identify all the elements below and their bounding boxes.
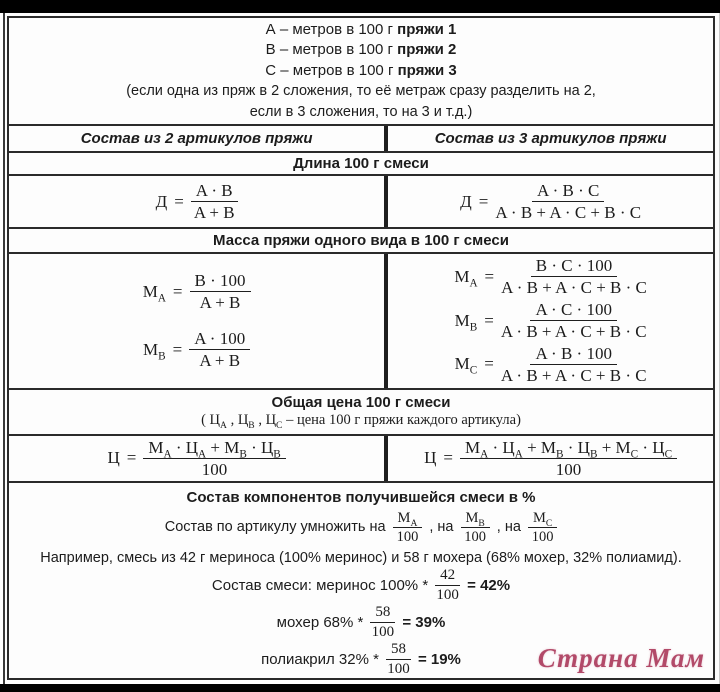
fraction xyxy=(495,181,641,222)
fraction-numerator: A · B · 100 xyxy=(530,344,617,365)
mass-formula-cell-2 xyxy=(9,254,384,388)
fraction-denominator: 100 xyxy=(387,660,410,677)
fraction xyxy=(528,510,557,545)
fraction-numerator: 58 xyxy=(370,604,395,623)
length-formula-cell-2 xyxy=(9,176,384,227)
fraction-numerator: A · 100 xyxy=(189,329,250,350)
formula-lhs: $M_B$ xyxy=(143,339,166,363)
formula-mass-a-3 xyxy=(454,256,647,297)
fraction-denominator: A · B + A · C + B · C xyxy=(500,322,647,342)
section-heading-percent: Состав компонентов получившейся смеси в % xyxy=(186,488,536,506)
calc-line-merino xyxy=(212,567,510,604)
formula-price-3 xyxy=(424,438,677,479)
fraction xyxy=(501,256,647,297)
fraction-denominator: A · B + A · C + B · C xyxy=(500,365,647,385)
calc-result: = 39% xyxy=(402,613,446,631)
fraction-denominator: A + B xyxy=(199,293,241,312)
definition-bold: пряжи 1 xyxy=(397,20,457,38)
calc-result: = 19% xyxy=(417,650,461,668)
calc-result: = 42% xyxy=(467,576,511,594)
column-header-row xyxy=(9,124,713,151)
formula-lhs: Д xyxy=(460,191,472,211)
formula-mass-b-2 xyxy=(143,329,250,370)
col-header-2-yarns: Состав из 2 артикулов пряжи xyxy=(80,129,313,147)
fraction-numerator: A · B xyxy=(191,181,238,202)
section-heading-length: Длина 100 г смеси xyxy=(9,151,713,175)
formula-length-2 xyxy=(156,181,238,222)
fraction-numerator: $M_C$ xyxy=(528,510,557,528)
fraction-numerator: 42 xyxy=(435,567,460,586)
formula-mass-c-3 xyxy=(455,344,647,385)
fraction-numerator: A · C · 100 xyxy=(530,300,617,321)
fraction xyxy=(460,438,677,479)
formula-lhs: $M_A$ xyxy=(454,266,478,290)
formula-length-3 xyxy=(460,181,641,222)
content-area xyxy=(3,13,720,684)
formula-lhs: $M_A$ xyxy=(142,281,166,304)
fraction-numerator: B · C · 100 xyxy=(531,256,618,277)
top-black-bar xyxy=(0,0,720,13)
formula-mass-b-3 xyxy=(455,300,647,341)
multiply-separator: , на xyxy=(429,519,454,536)
multiply-separator: , на xyxy=(496,519,521,536)
definition-line-b xyxy=(9,40,713,61)
fraction-denominator: A + B xyxy=(193,203,235,223)
fraction xyxy=(501,344,647,385)
fraction xyxy=(143,438,285,479)
price-formula-row xyxy=(9,434,713,481)
fraction-numerator: $M_A$ xyxy=(393,510,423,528)
fraction xyxy=(386,641,411,678)
definition-text: С – метров в 100 г xyxy=(265,61,398,79)
fraction xyxy=(461,510,490,545)
definitions-note-line1: (если одна из пряж в 2 сложения, то её метраж сразу разделить на 2, xyxy=(126,83,596,100)
fraction xyxy=(189,329,250,370)
fraction-denominator: 100 xyxy=(436,586,459,603)
percent-section xyxy=(9,481,713,678)
formula-table xyxy=(7,16,715,680)
fraction-denominator: 100 xyxy=(531,528,554,545)
calc-pre-text: мохер 68% * xyxy=(276,613,364,631)
formula-lhs: $M_B$ xyxy=(454,310,478,334)
fraction-denominator: 100 xyxy=(464,528,487,545)
col-header-3-yarns: Состав из 3 артикулов пряжи xyxy=(384,126,713,151)
section-heading-mass: Масса пряжи одного вида в 100 г смеси xyxy=(9,227,713,251)
fraction-numerator: A · B · C xyxy=(532,181,604,202)
fraction-numerator: $M_A \cdot Ц_A + M_B \cdot Ц_B + M_C \cdot Ц_C$ xyxy=(460,438,677,459)
fraction xyxy=(370,604,395,641)
calc-line-polyacryl xyxy=(261,641,461,678)
definitions-section xyxy=(9,18,713,124)
calc-pre-text: полиакрил 32% * xyxy=(261,650,379,668)
price-formula-cell-3 xyxy=(384,436,713,481)
definition-line-c xyxy=(9,61,713,82)
formula-mass-a-2 xyxy=(143,271,251,312)
formula-price-2 xyxy=(107,438,285,479)
equals-sign: = xyxy=(478,191,489,211)
price-heading-text: Общая цена 100 г смеси xyxy=(271,394,451,412)
example-line: Например, смесь из 42 г мериноса (100% меринос) и 58 г мохера (68% мохер, 32% полиамид). xyxy=(40,549,682,566)
definition-bold: пряжи 2 xyxy=(397,41,457,59)
equals-sign: = xyxy=(172,339,183,359)
equals-sign: = xyxy=(174,191,184,211)
section-heading-price xyxy=(9,388,713,434)
multiply-line xyxy=(165,510,557,545)
fraction xyxy=(190,271,251,312)
definition-text: А – метров в 100 г xyxy=(265,20,398,38)
fraction xyxy=(501,300,647,341)
definition-bold: пряжи 3 xyxy=(397,61,457,79)
fraction-denominator: 100 xyxy=(396,528,419,545)
definitions-note-line2: если в 3 сложения, то на 3 и т.д.) xyxy=(249,103,473,120)
formula-lhs: $M_C$ xyxy=(454,354,478,377)
bottom-black-bar xyxy=(0,684,720,692)
equals-sign: = xyxy=(484,310,494,330)
price-note: ( $Ц_A$ , $Ц_B$ , $Ц_C$ – цена 100 г пряжи каждого артикула) xyxy=(201,412,521,431)
calc-line-mohair xyxy=(277,604,446,641)
fraction-numerator: B · 100 xyxy=(190,271,251,292)
fraction-denominator: 100 xyxy=(371,623,395,640)
fraction-denominator: A · B + A · C + B · C xyxy=(501,278,647,298)
fraction-denominator: A · B + A · C + B · C xyxy=(495,203,642,223)
length-formula-row xyxy=(9,174,713,227)
fraction-numerator: 58 xyxy=(386,641,411,660)
mass-formula-row xyxy=(9,252,713,388)
equals-sign: = xyxy=(126,448,137,468)
price-formula-cell-2 xyxy=(9,436,384,481)
formula-lhs: Д xyxy=(155,191,168,211)
equals-sign: = xyxy=(172,281,183,301)
fraction xyxy=(393,510,423,545)
equals-sign: = xyxy=(484,266,495,286)
fraction-numerator: $M_B$ xyxy=(461,510,490,528)
formula-lhs: Ц xyxy=(107,448,120,468)
calc-pre-text: Состав смеси: меринос 100% * xyxy=(211,576,429,594)
fraction xyxy=(435,567,460,604)
multiply-pre-text: Состав по артикулу умножить на xyxy=(164,519,386,536)
length-formula-cell-3 xyxy=(384,176,713,227)
fraction-numerator: $M_A \cdot Ц_A + M_B \cdot Ц_B$ xyxy=(143,438,285,459)
fraction-denominator: 100 xyxy=(201,459,228,479)
mass-formula-cell-3 xyxy=(384,254,713,388)
formula-lhs: Ц xyxy=(424,448,437,468)
site-watermark: Страна Мам xyxy=(537,642,705,673)
fraction xyxy=(191,181,238,222)
definition-text: В – метров в 100 г xyxy=(265,41,398,59)
equals-sign: = xyxy=(443,448,454,468)
equals-sign: = xyxy=(484,354,494,374)
fraction-denominator: A + B xyxy=(199,351,241,371)
fraction-denominator: 100 xyxy=(555,459,582,479)
definition-line-a xyxy=(9,20,713,41)
